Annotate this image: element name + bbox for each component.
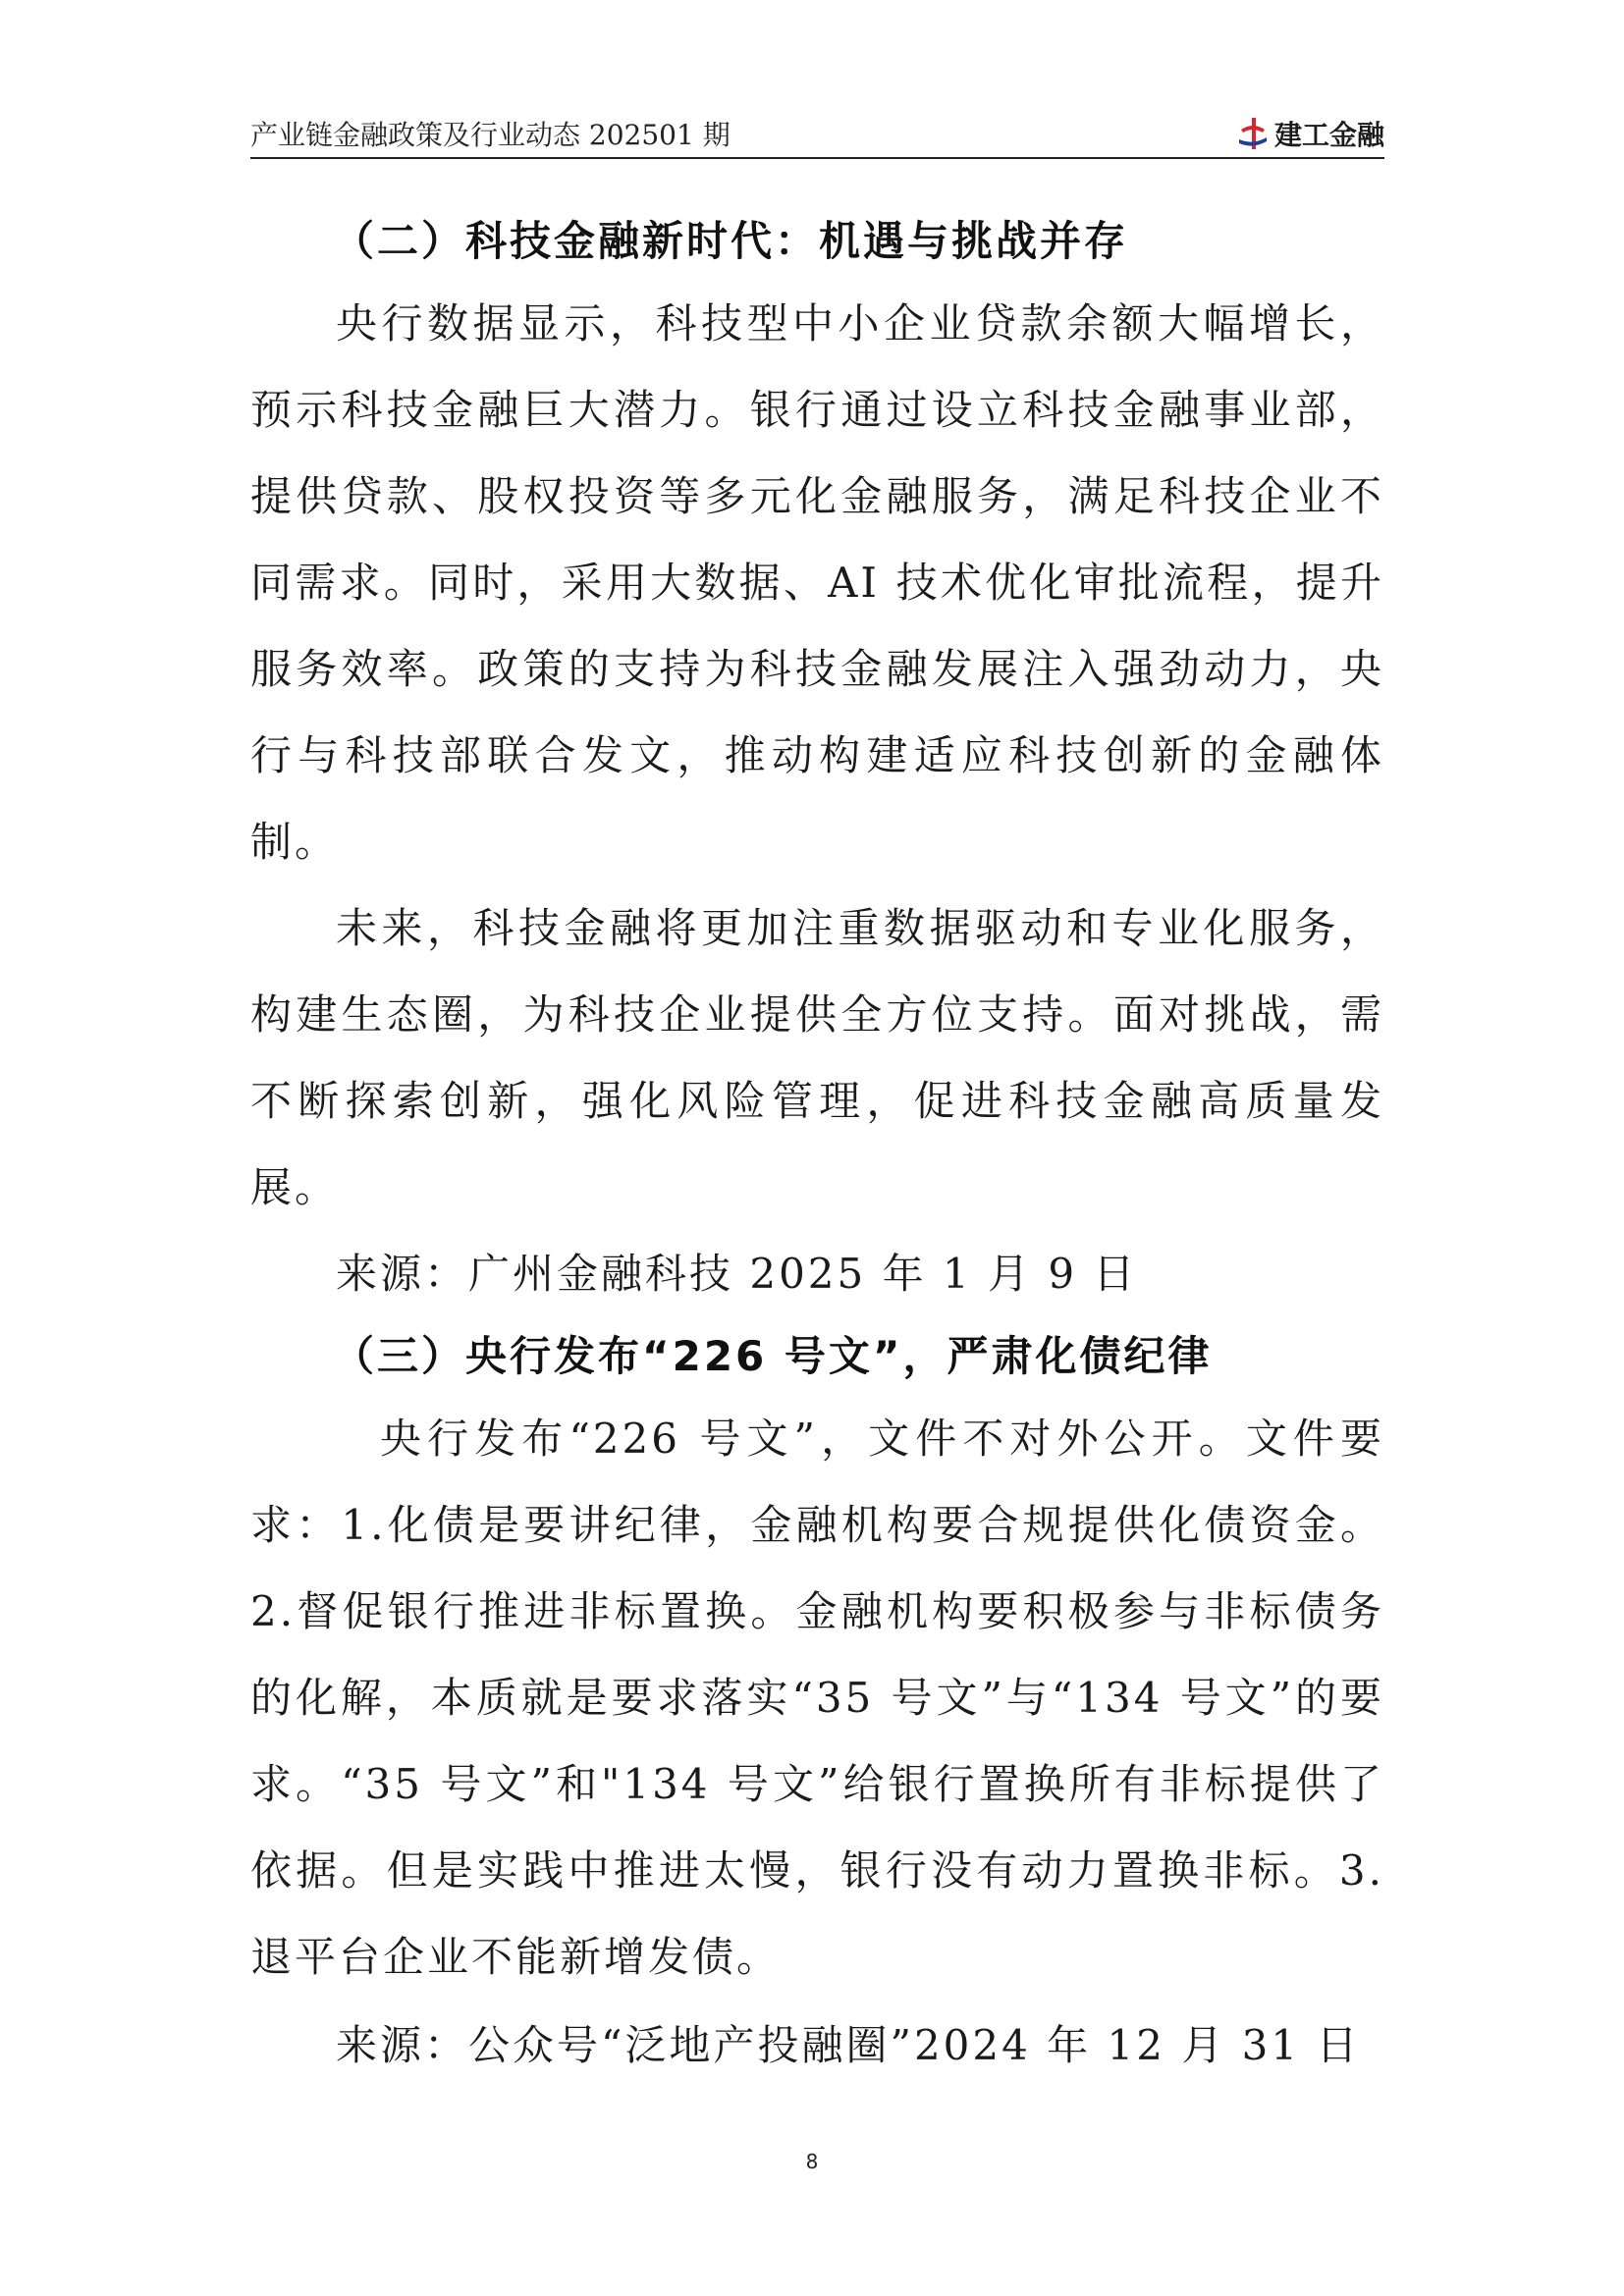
header-brand — [1235, 114, 1384, 153]
paragraph: 央行数据显示，科技型中小企业贷款余额大幅增长，预示科技金融巨大潜力。银行通过设立科技金融事业部，提供贷款、股权投资等多元化金融服务，满足科技企业不同需求。同时，采用大数据、AI 技术优化审批流程，提升服务效率。政策的支持为科技金融发展注入强劲动力，央行与科技部联合发文，推动构建适应科技创新的金融体制。 — [250, 299, 1384, 866]
section-heading-3: （三）央行发布“226 号文”，严肃化债纪律 — [333, 1332, 1213, 1380]
document-body — [250, 202, 1384, 2089]
paragraph: 未来，科技金融将更加注重数据驱动和专业化服务，构建生态圈，为科技企业提供全方位支持。面对挑战，需不断探索创新，强化风险管理，促进科技金融高质量发展。 — [250, 904, 1384, 1211]
header-title: 产业链金融政策及行业动态 202501 期 — [250, 119, 731, 151]
brand-name: 建工金融 — [1273, 119, 1384, 151]
paragraph: 央行发布“226 号文”，文件不对外公开。文件要求：1.化债是要讲纪律，金融机构要合规提供化债资金。2.督促银行推进非标置换。金融机构要积极参与非标债务的化解，本质就是要求落实“35 号文”与“134 号文”的要求。“35 号文”和"134 号文”给银行置换所有非标提供了依据。但是实践中推进太慢，银行没有动力置换非标。3.退平台企业不能新增发债。 — [250, 1415, 1384, 1981]
page-number: 8 — [805, 2150, 819, 2173]
jiangong-finance-logo-icon — [1235, 116, 1271, 151]
source-line: 来源：广州金融科技 2025 年 1 月 9 日 — [336, 1250, 1138, 1298]
source-line: 来源：公众号“泛地产投融圈”2024 年 12 月 31 日 — [336, 2021, 1361, 2069]
page-header — [250, 116, 1384, 159]
section-heading-2: （二）科技金融新时代：机遇与挑战并存 — [333, 217, 1129, 265]
